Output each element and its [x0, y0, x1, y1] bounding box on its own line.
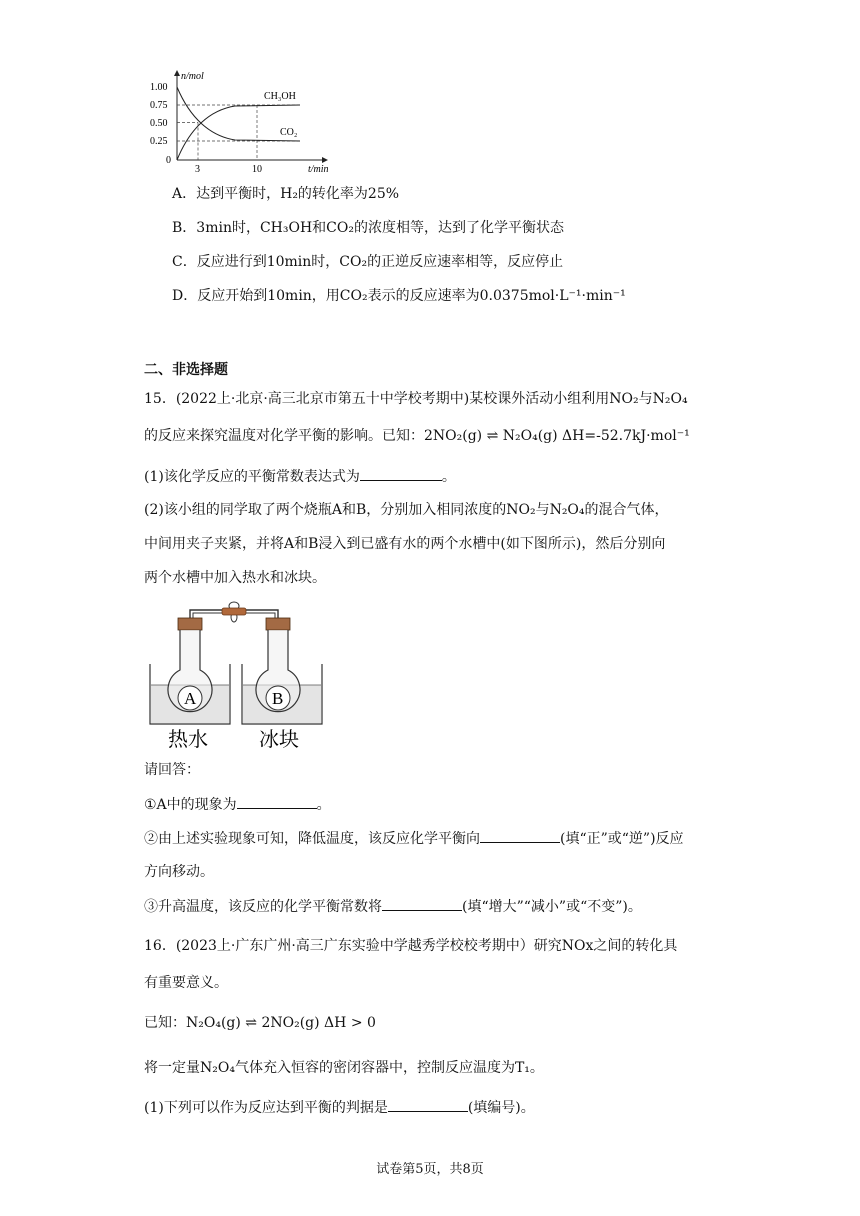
q15-part2-line3: 两个水槽中加入热水和冰块。: [144, 570, 326, 586]
q16-line4: 将一定量N₂O₄气体充入恒容的密闭容器中，控制反应温度为T₁。: [144, 1060, 544, 1076]
page-footer: 试卷第5页，共8页: [376, 1162, 484, 1177]
y-axis-label: n/mol: [181, 71, 204, 82]
answer-blank[interactable]: [382, 896, 462, 911]
xtick-label: 3: [195, 164, 200, 174]
q15-sub2: ②由上述实验现象可知，降低温度，该反应化学平衡向 (填“正”或“逆”)反应: [144, 828, 684, 849]
q15-sub3: ③升高温度，该反应的化学平衡常数将 (填“增大”“减小”或“不变”)。: [144, 896, 642, 917]
ytick-label: 0.75: [150, 100, 168, 111]
flask-apparatus-figure: [146, 600, 326, 752]
q15-part1: (1)该化学反应的平衡常数表达式为 。: [144, 466, 456, 487]
hot-water-label: 热水: [168, 729, 208, 751]
q15-part2-line2: 中间用夹子夹紧，并将A和B浸入到已盛有水的两个水槽中(如下图所示)，然后分别向: [144, 536, 666, 552]
section-heading: 二、非选择题: [144, 362, 228, 378]
q15-line1: 15．(2022上·北京·高三北京市第五十中学校考期中)某校课外活动小组利用NO₂与N₂O₄: [144, 391, 688, 407]
q15-line2: 的反应来探究温度对化学平衡的影响。已知：2NO₂(g) ⇌ N₂O₄(g) ΔH=-52.7kJ·mol⁻¹: [144, 428, 690, 444]
option-a: A．达到平衡时，H₂的转化率为25%: [172, 186, 400, 202]
q16-known: 已知：N₂O₄(g) ⇌ 2NO₂(g) ΔH > 0: [144, 1015, 376, 1031]
concentration-time-graph: [150, 68, 340, 174]
q15-sub1: ①A中的现象为 。: [144, 794, 331, 815]
co2-label: CO₂: [280, 127, 298, 138]
ytick-label: 1.00: [150, 82, 168, 93]
q15-part2-line1: (2)该小组的同学取了两个烧瓶A和B，分别加入相同浓度的NO₂与N₂O₄的混合气体，: [144, 502, 669, 518]
ytick-label: 0: [166, 155, 171, 166]
answer-blank[interactable]: [480, 828, 560, 843]
xtick-label: 10: [252, 164, 262, 174]
flask-a-label: A: [184, 689, 197, 708]
flask-b-label: B: [272, 689, 284, 708]
answer-blank[interactable]: [388, 1097, 468, 1112]
answer-blank[interactable]: [237, 794, 317, 809]
ytick-label: 0.25: [150, 136, 168, 147]
answer-prompt: 请回答：: [144, 762, 200, 778]
ytick-label: 0.50: [150, 118, 168, 129]
answer-blank[interactable]: [360, 466, 442, 481]
option-d: D．反应开始到10min，用CO₂表示的反应速率为0.0375mol·L⁻¹·min⁻¹: [172, 288, 626, 304]
ice-label: 冰块: [259, 729, 299, 751]
q16-part1: (1)下列可以作为反应达到平衡的判据是 (填编号)。: [144, 1097, 535, 1118]
q15-sub2-line2: 方向移动。: [144, 864, 214, 880]
option-b: B．3min时，CH₃OH和CO₂的浓度相等，达到了化学平衡状态: [172, 220, 564, 236]
q16-line1: 16．(2023上·广东广州·高三广东实验中学越秀学校校考期中）研究NOx之间的转化具: [144, 938, 678, 954]
q16-line2: 有重要意义。: [144, 975, 228, 991]
x-axis-label: t/min: [308, 164, 329, 174]
ch3oh-label: CH₃OH: [264, 91, 296, 102]
option-c: C．反应进行到10min时，CO₂的正逆反应速率相等，反应停止: [172, 254, 564, 270]
